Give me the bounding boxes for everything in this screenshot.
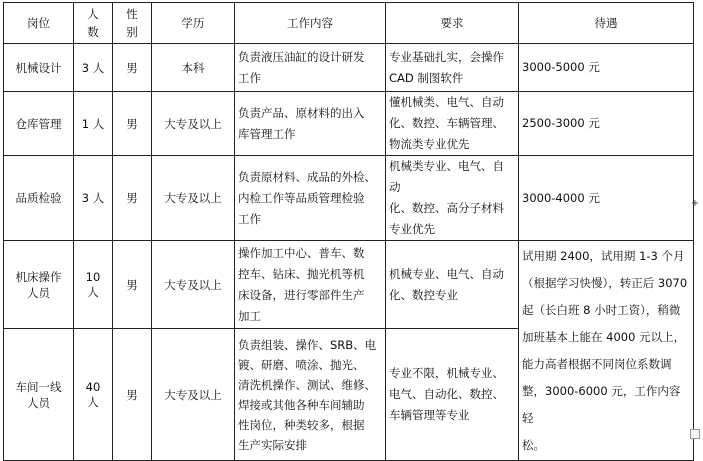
cell-duties: 负责原材料、成品的外检、 内检工作等品质管理检验 工作 (235, 156, 386, 241)
table-row (4, 241, 694, 329)
cell-requirements: 机械专业、电气、自动 化、数控专业 (386, 241, 519, 329)
cell-education: 大专及以上 (152, 156, 235, 241)
cell-education: 大专及以上 (152, 92, 235, 156)
cell-position: 仓库管理 (4, 92, 74, 156)
cell-requirements: 懂机械类、电气、自动 化、数控、车辆管理、 物流类专业优先 (386, 92, 519, 156)
cell-pay: 2500-3000 元 (519, 92, 694, 156)
recruitment-table (3, 2, 694, 461)
cell-duties: 操作加工中心、普车、数 控车、钻床、抛光机等机 床设备，进行零部件生产 加工 (235, 241, 386, 329)
cell-count: 3 人 (74, 156, 113, 241)
cell-gender: 男 (113, 92, 152, 156)
cell-education: 大专及以上 (152, 241, 235, 329)
cell-pay: 3000-4000 元 (519, 156, 694, 241)
cell-gender: 男 (113, 329, 152, 461)
cell-duties: 负责液压油缸的设计研发 工作 (235, 44, 386, 92)
cell-gender: 男 (113, 156, 152, 241)
header-requirements: 要求 (386, 3, 519, 44)
cell-education: 大专及以上 (152, 329, 235, 461)
header-gender: 性 别 (113, 3, 152, 44)
cell-requirements: 专业不限，机械专业、 电气、自动化、数控、 车辆管理等专业 (386, 329, 519, 461)
cell-gender: 男 (113, 241, 152, 329)
cell-pay: 3000-5000 元 (519, 44, 694, 92)
cell-position: 机床操作 人员 (4, 241, 74, 329)
header-row (4, 3, 694, 44)
header-count: 人 数 (74, 3, 113, 44)
table-resize-handle[interactable]: + (690, 198, 700, 209)
cell-position: 车间一线 人员 (4, 329, 74, 461)
cell-requirements: 专业基础扎实，会操作 CAD 制图软件 (386, 44, 519, 92)
table-row (4, 92, 694, 156)
cell-gender: 男 (113, 44, 152, 92)
corner-resize-handle[interactable] (690, 429, 700, 439)
cell-duties: 负责组装、操作、SRB、电 镀、研磨、喷涂、抛光、 清洗机操作、测试、维修、 焊接或其他各种车间辅助 性岗位，种类较多，根据 生产实际安排 (235, 329, 386, 461)
header-education: 学历 (152, 3, 235, 44)
cell-requirements: 机械类专业、电气、自动 化、数控、高分子材料 专业优先 (386, 156, 519, 241)
cell-pay-shared: 试用期 2400，试用期 1-3 个月 （根据学习快慢），转正后 3070 起（长白班 8 小时工资），稍微 加班基本上能在 4000 元以上， 能力高者根据不同岗位系数调 整，3000-6000 元，工作内容轻 松。 (519, 241, 694, 461)
cell-education: 本科 (152, 44, 235, 92)
cell-count: 3 人 (74, 44, 113, 92)
cell-position: 品质检验 (4, 156, 74, 241)
table-row (4, 156, 694, 241)
cell-position: 机械设计 (4, 44, 74, 92)
cell-count: 1 人 (74, 92, 113, 156)
header-position: 岗位 (4, 3, 74, 44)
cell-duties: 负责产品、原材料的出入 库管理工作 (235, 92, 386, 156)
header-duties: 工作内容 (235, 3, 386, 44)
cell-count: 10 人 (74, 241, 113, 329)
header-pay: 待遇 (519, 3, 694, 44)
cell-count: 40 人 (74, 329, 113, 461)
table-row (4, 44, 694, 92)
